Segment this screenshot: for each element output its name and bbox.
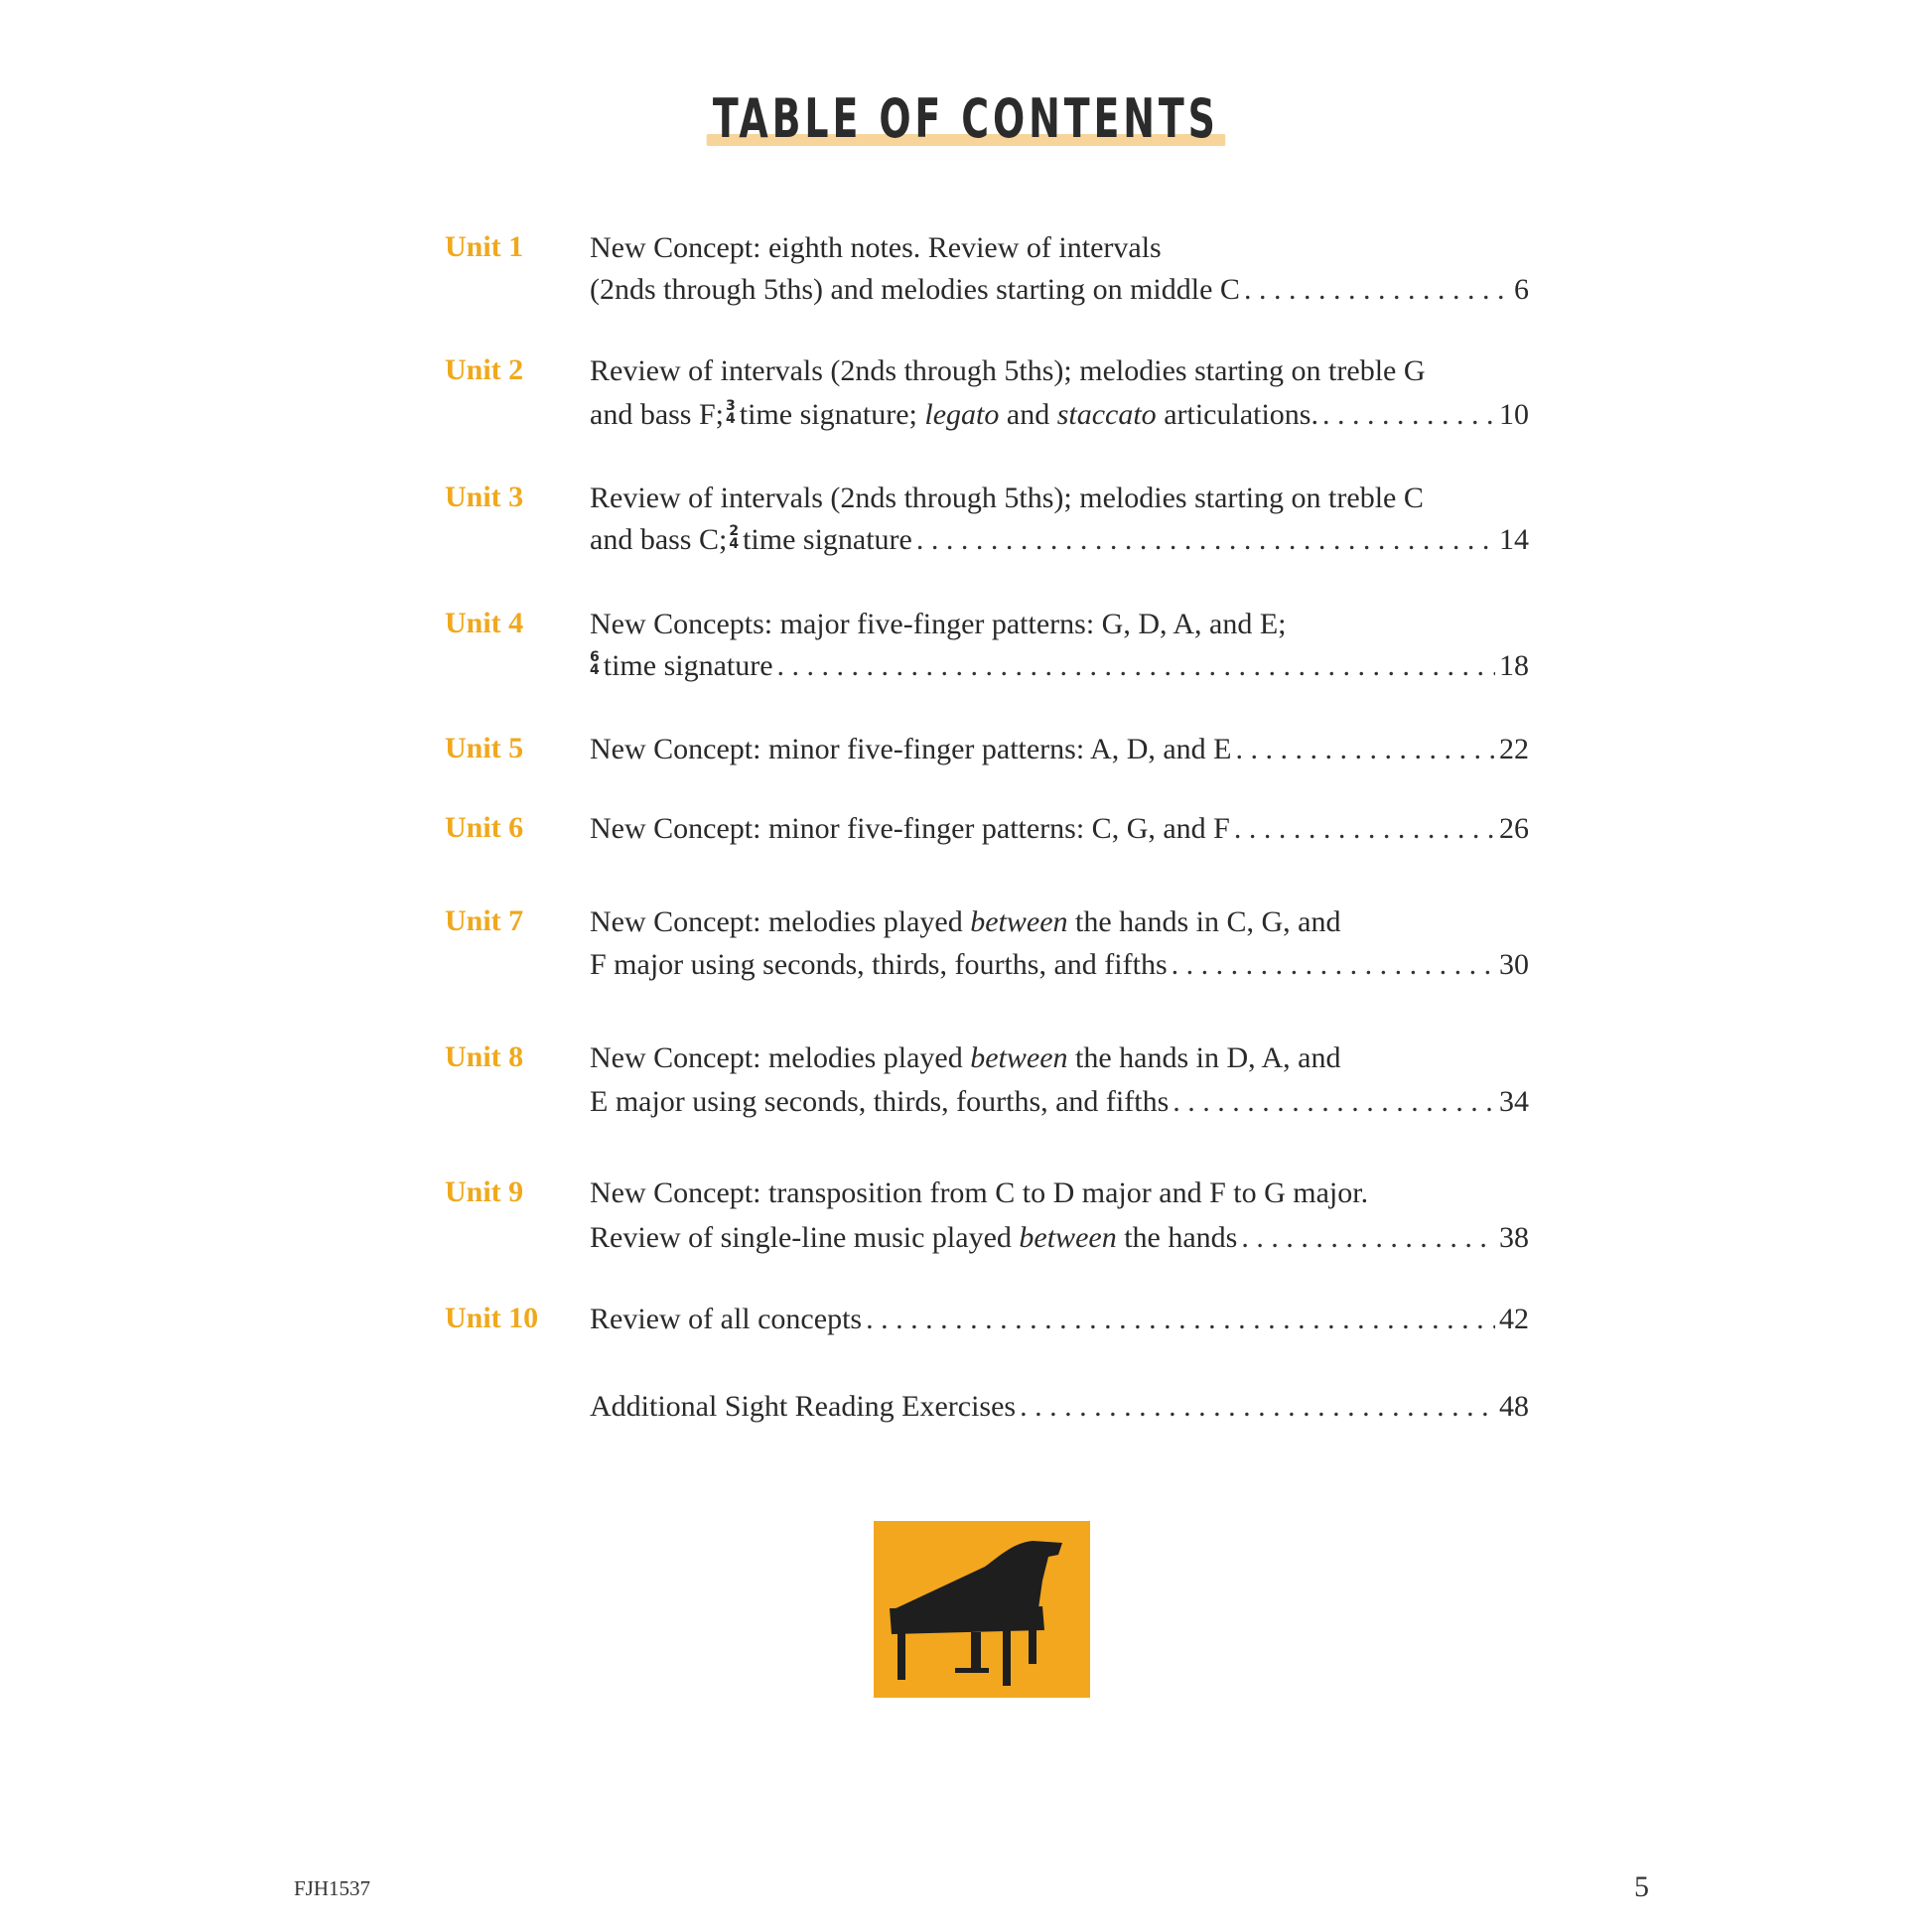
entry-text: (2nds through 5ths) and melodies starting on middle C: [590, 273, 1240, 306]
entry-line: [590, 1084, 1529, 1120]
entry-text: [590, 1220, 1237, 1256]
page-number: 22: [1499, 733, 1529, 765]
text-segment: New Concept: melodies played: [590, 1041, 963, 1074]
entry-line: [590, 397, 1529, 433]
dot-leader: [777, 648, 1495, 684]
entry-text: New Concept: eighth notes. Review of intervals: [590, 231, 1162, 264]
entry-line: [590, 230, 1529, 266]
entry-line: [590, 272, 1529, 308]
entry-text: [590, 904, 1341, 940]
page-number: 42: [1499, 1303, 1529, 1335]
text-segment: articulations.: [1164, 398, 1318, 431]
entry-text: New Concept: transposition from C to D major and F to G major.: [590, 1176, 1369, 1209]
page-number: 10: [1499, 398, 1529, 431]
italic-term: between: [970, 905, 1068, 938]
entry-line: [590, 648, 1529, 684]
time-sig-top: 3: [726, 398, 736, 415]
dot-leader: [1020, 1389, 1495, 1425]
grand-piano-icon: [874, 1521, 1090, 1698]
text-segment: Review of single-line music played: [590, 1221, 1012, 1254]
page-number: 18: [1499, 649, 1529, 682]
unit-label: Unit 2: [445, 353, 524, 386]
dot-leader: [1236, 732, 1496, 767]
time-sig-bottom: 4: [729, 536, 740, 553]
dot-leader: [1241, 1220, 1495, 1256]
page-number: 30: [1499, 948, 1529, 981]
time-signature-icon: [726, 400, 736, 426]
entry-text: New Concepts: major five-finger patterns: G, D, A, and E;: [590, 608, 1287, 640]
entry-text: [590, 1040, 1341, 1076]
entry-line: [590, 811, 1529, 847]
entry-text: Review of all concepts: [590, 1303, 863, 1335]
entry-line: [590, 1389, 1529, 1425]
page-number: 6: [1514, 273, 1529, 306]
dot-leader: [866, 1302, 1495, 1337]
entry-line: [590, 522, 1529, 558]
dot-leader: [1322, 397, 1495, 433]
text-segment: and bass C;: [590, 523, 728, 556]
italic-term: legato: [924, 398, 1000, 431]
page-title: [708, 87, 1223, 150]
italic-term: between: [1019, 1221, 1117, 1254]
text-segment: time signature;: [739, 398, 917, 431]
page-number: 26: [1499, 812, 1529, 845]
entry-line: [590, 1175, 1529, 1211]
dot-leader: [916, 522, 1495, 558]
text-segment: the hands in D, A, and: [1075, 1041, 1341, 1074]
time-sig-bottom: 4: [726, 411, 736, 428]
entry-text: [590, 397, 1318, 433]
unit-label: Unit 4: [445, 607, 524, 639]
unit-label: Unit 8: [445, 1040, 524, 1073]
page-number-footer: 5: [1634, 1870, 1649, 1903]
unit-label: Unit 7: [445, 904, 524, 937]
text-segment: time signature: [743, 523, 912, 556]
page-number: 14: [1499, 523, 1529, 556]
text-segment: the hands: [1124, 1221, 1238, 1254]
italic-term: staccato: [1056, 398, 1157, 431]
entry-text: [590, 648, 773, 684]
time-sig-top: 2: [729, 523, 740, 540]
page-number: 34: [1499, 1085, 1529, 1118]
entry-text: [590, 522, 912, 558]
entry-line: [590, 732, 1529, 767]
page-title-text: TABLE OF CONTENTS: [713, 87, 1219, 150]
entry-line: [590, 947, 1529, 983]
unit-label: Unit 5: [445, 732, 524, 764]
page-number: 38: [1499, 1221, 1529, 1254]
entry-line: [590, 904, 1529, 940]
entry-line: [590, 481, 1529, 516]
time-sig-top: 6: [590, 649, 600, 666]
time-signature-icon: [729, 525, 739, 551]
italic-term: between: [970, 1041, 1068, 1074]
piano-logo: [874, 1521, 1090, 1698]
entry-text: Additional Sight Reading Exercises: [590, 1390, 1017, 1423]
title-area: [0, 87, 1932, 150]
dot-leader: [1173, 1084, 1495, 1120]
time-signature-icon: [590, 651, 600, 677]
unit-label: Unit 1: [445, 230, 524, 263]
unit-label: Unit 3: [445, 481, 524, 513]
entry-text: New Concept: minor five-finger patterns: A, D, and E: [590, 733, 1232, 765]
entry-line: [590, 1220, 1529, 1256]
entry-line: [590, 353, 1529, 389]
entry-line: [590, 1040, 1529, 1076]
text-segment: time signature: [603, 649, 773, 682]
dot-leader: [1244, 272, 1510, 308]
unit-label: Unit 9: [445, 1175, 524, 1208]
text-segment: and: [1006, 398, 1050, 431]
entry-text: Review of intervals (2nds through 5ths); melodies starting on treble G: [590, 354, 1426, 387]
catalog-code: FJH1537: [294, 1876, 371, 1900]
text-segment: the hands in C, G, and: [1075, 905, 1341, 938]
text-segment: and bass F;: [590, 398, 724, 431]
time-sig-bottom: 4: [590, 662, 600, 679]
text-segment: New Concept: melodies played: [590, 905, 963, 938]
entry-line: [590, 607, 1529, 642]
dot-leader: [1234, 811, 1495, 847]
dot-leader: [1172, 947, 1495, 983]
entry-text: E major using seconds, thirds, fourths, and fifths: [590, 1085, 1170, 1118]
page-number: 48: [1499, 1390, 1529, 1423]
entry-line: [590, 1302, 1529, 1337]
entry-text: Review of intervals (2nds through 5ths); melodies starting on treble C: [590, 482, 1424, 514]
unit-label: Unit 6: [445, 811, 524, 844]
entry-text: F major using seconds, thirds, fourths, and fifths: [590, 948, 1168, 981]
entry-text: New Concept: minor five-finger patterns: C, G, and F: [590, 812, 1230, 845]
unit-label: Unit 10: [445, 1302, 539, 1334]
